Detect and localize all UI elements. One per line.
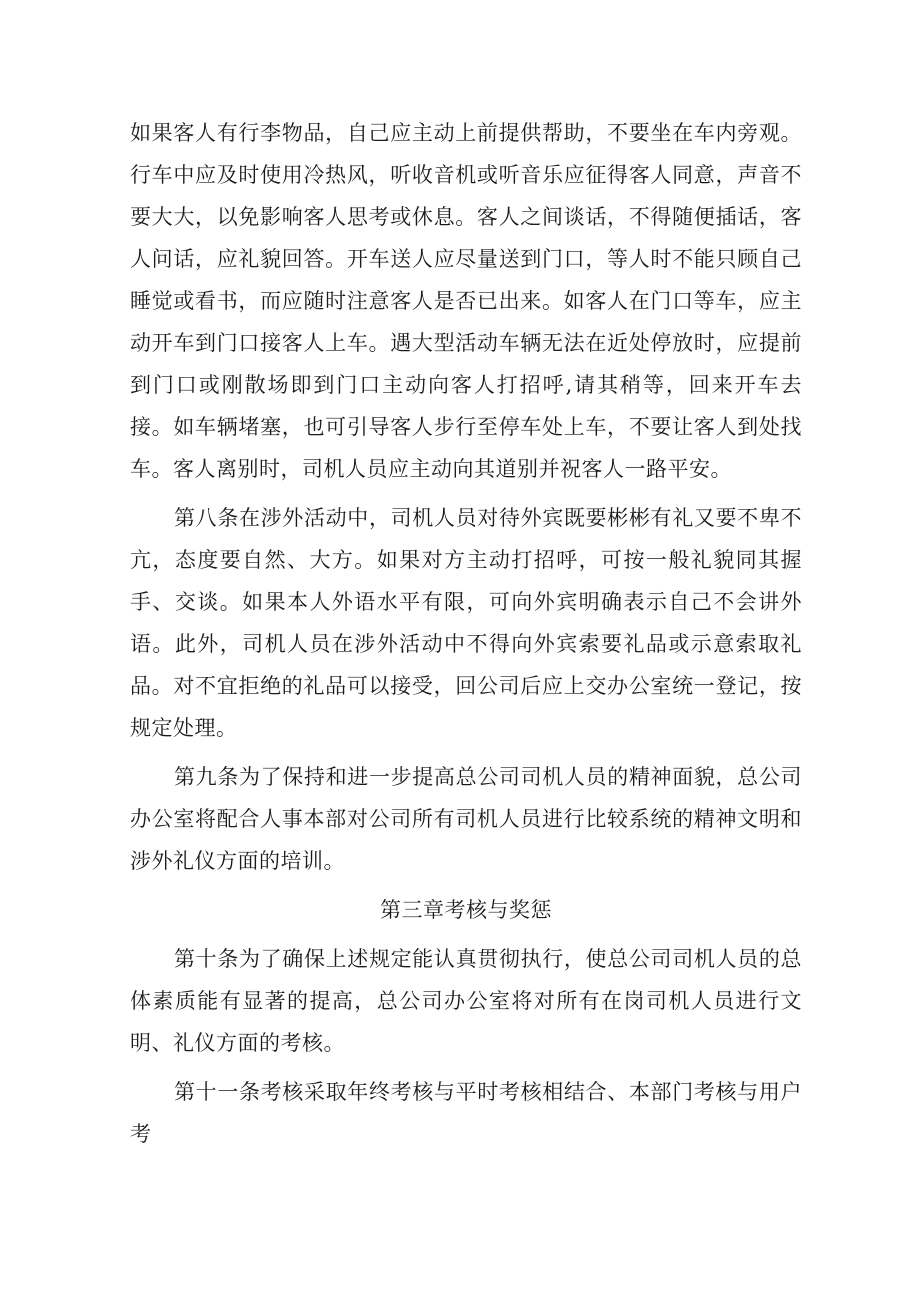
paragraph-article-8: 第八条在涉外活动中，司机人员对待外宾既要彬彬有礼又要不卑不亢，态度要自然、大方。如果对方主动打招呼，可按一般礼貌同其握手、交谈。如果本人外语水平有限，可向外宾明确表示自己不会讲外语。此外，司机人员在涉外活动中不得向外宾索要礼品或示意索取礼品。对不宜拒绝的礼品可以接受，回公司后应上交办公室统一登记，按规定处理。 [130,506,802,740]
chapter-heading: 第三章考核与奖惩 [380,898,552,922]
paragraph-article-11: 第十一条考核采取年终考核与平时考核相结合、本部门考核与用户考 [130,1080,802,1146]
paragraph-article-9: 第九条为了保持和进一步提高总公司司机人员的精神面貌，总公司办公室将配合人事本部对公司所有司机人员进行比较系统的精神文明和涉外礼仪方面的培训。 [130,765,802,873]
paragraph-continued: 如果客人有行李物品，自己应主动上前提供帮助，不要坐在车内旁观。行车中应及时使用冷热风，听收音机或听音乐应征得客人同意，声音不要大大，以免影响客人思考或休息。客人之间谈话，不得随便插话，客人问话，应礼貌回答。开车送人应尽量送到门口，等人时不能只顾自己睡觉或看书，而应随时注意客人是否已出来。如客人在门口等车，应主动开车到门口接客人上车。遇大型活动车辆无法在近处停放时，应提前到门口或刚散场即到门口主动向客人打招呼,请其稍等，回来开车去接。如车辆堵塞，也可引导客人步行至停车处上车，不要让客人到处找车。客人离别时，司机人员应主动向其道别并祝客人一路平安。 [130,121,802,481]
paragraph-article-10: 第十条为了确保上述规定能认真贯彻执行，使总公司司机人员的总体素质能有显著的提高，总公司办公室将对所有在岗司机人员进行文明、礼仪方面的考核。 [130,947,802,1055]
document-body [130,112,802,1162]
